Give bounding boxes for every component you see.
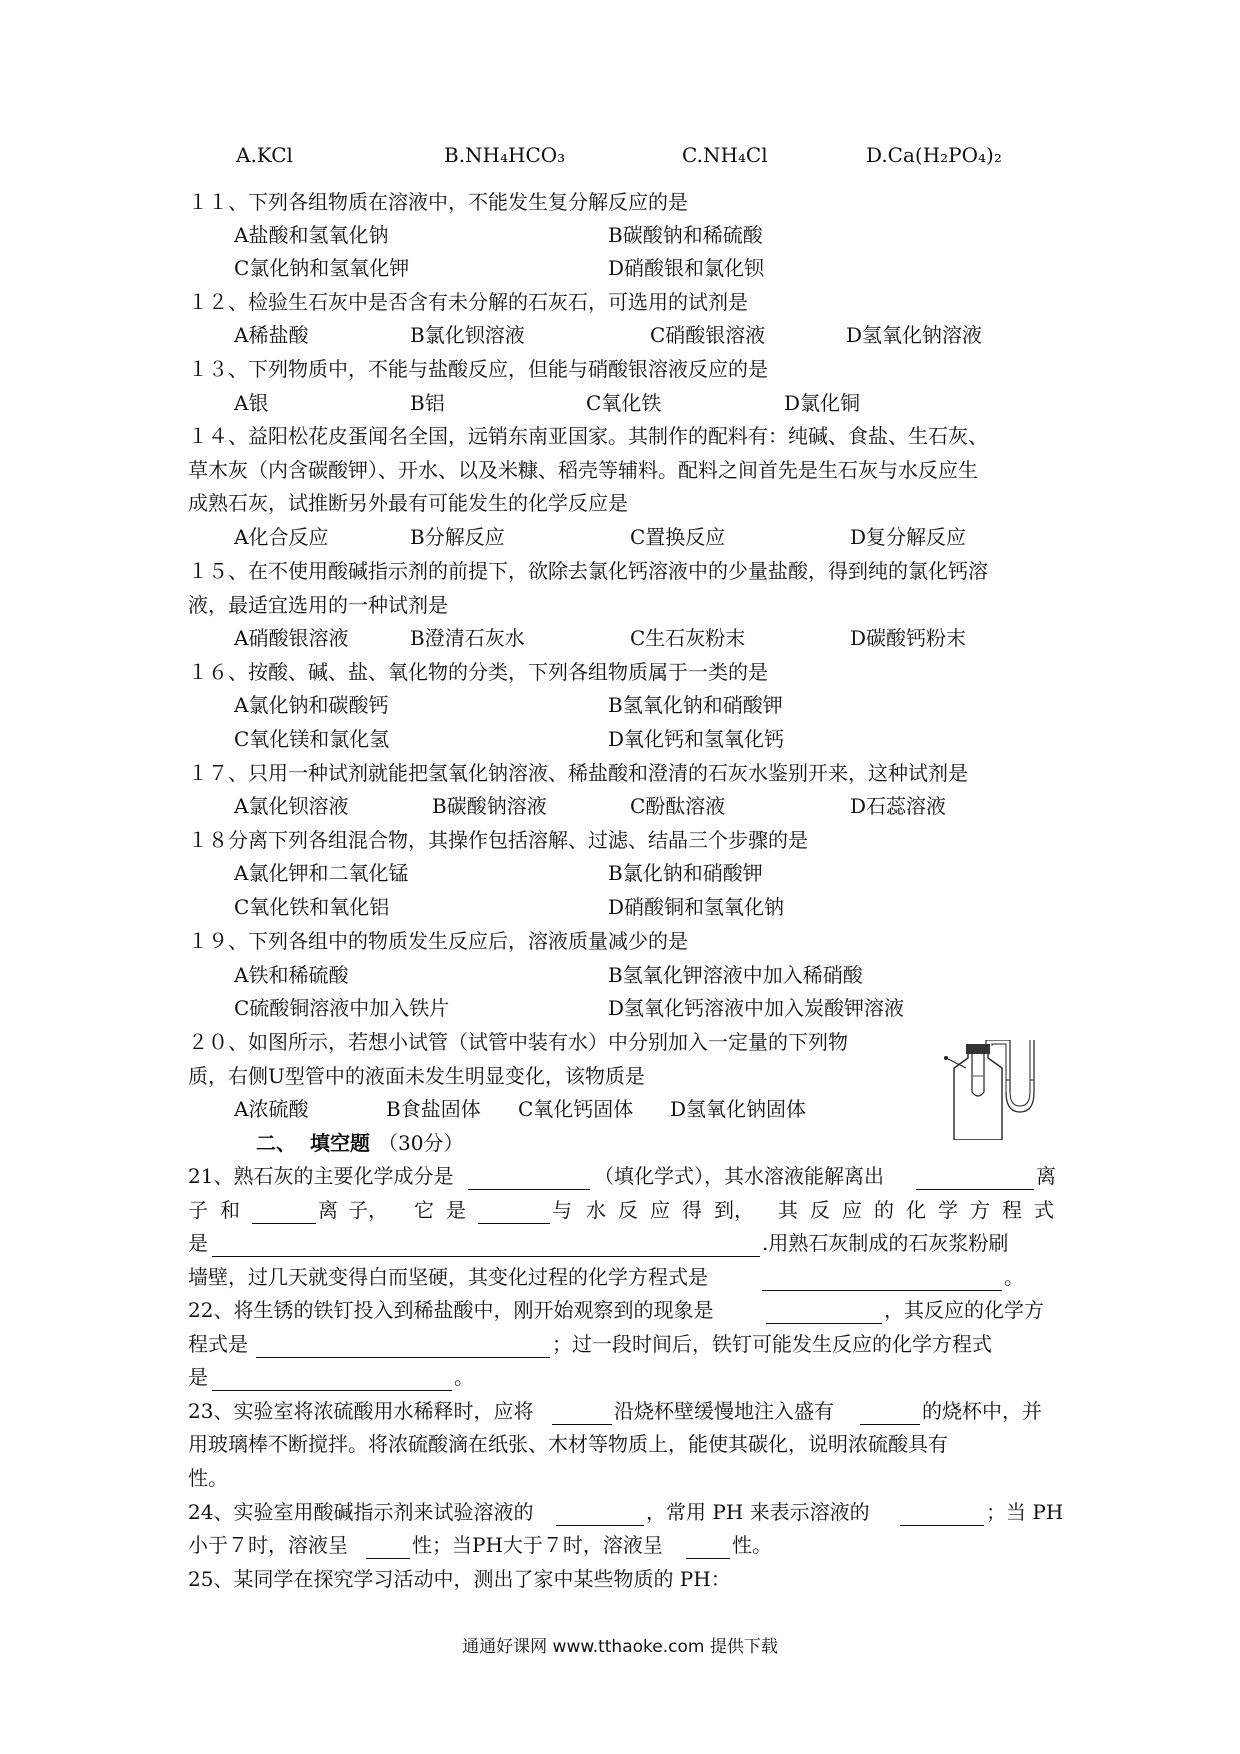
q21-blank-reactant[interactable] (478, 1193, 550, 1224)
q17-option-a: A氯化钡溶液 (234, 794, 349, 818)
q22-blank-equation2[interactable] (212, 1360, 452, 1391)
section2-heading (0, 1126, 1240, 1160)
q20-stem-line1: ２０、如图所示，若想小试管（试管中装有水）中分别加入一定量的下列物 (188, 1030, 848, 1054)
q11-stem: １１、下列各组物质在溶液中，不能发生复分解反应的是 (188, 190, 688, 214)
q10-option-d: D.Ca(H₂PO₄)₂ (866, 143, 1002, 167)
q18-option-c: C氧化铁和氧化铝 (234, 895, 390, 919)
q20-option-a: A浓硫酸 (234, 1097, 309, 1121)
q25-stem: 25、某同学在探究学习活动中，测出了家中某些物质的 PH： (188, 1567, 731, 1591)
q17-option-b: B碳酸钠溶液 (432, 794, 547, 818)
q17-options (0, 789, 1240, 823)
q12-option-c: C硝酸银溶液 (650, 323, 766, 347)
q12-option-d: D氢氧化钠溶液 (846, 323, 983, 347)
q18-options-row1 (0, 856, 1240, 890)
q21-blank-ion2[interactable] (252, 1193, 316, 1224)
q22-line1: 22、将生锈的铁钉投入到稀盐酸中，刚开始观察到的现象是 ，其反应的化学方 (0, 1293, 1240, 1327)
q22-line2: 程式是 ；过一段时间后，铁钉可能发生反应的化学方程式 (0, 1327, 1240, 1361)
q22-blank-equation1[interactable] (256, 1327, 550, 1358)
q16-options-row2 (0, 722, 1240, 756)
q18-option-d: D硝酸铜和氢氧化钠 (608, 895, 785, 919)
q14-option-a: A化合反应 (234, 525, 329, 549)
q24-blank-acidic[interactable] (366, 1528, 410, 1559)
q13-option-c: C氧化铁 (586, 391, 662, 415)
q12-stem: １２、检验生石灰中是否含有未分解的石灰石，可选用的试剂是 (188, 290, 748, 314)
q11-option-b: B碳酸钠和稀硫酸 (608, 223, 763, 247)
q23-line2: 用玻璃棒不断搅拌。将浓硫酸滴在纸张、木材等物质上，能使其碳化，说明浓硫酸具有 (188, 1432, 948, 1456)
q21-line3: 是 .用熟石灰制成的石灰浆粉刷 (0, 1226, 1240, 1260)
q17-option-c: C酚酞溶液 (630, 794, 726, 818)
q20-stem-line2: 质，右侧U型管中的液面未发生明显变化，该物质是 (188, 1064, 645, 1088)
q20-apparatus-figure (940, 1040, 1060, 1140)
q18-options-row2 (0, 890, 1240, 924)
q11-option-a: A盐酸和氢氧化钠 (234, 223, 389, 247)
q15-option-d: D碳酸钙粉末 (850, 626, 967, 650)
q18-option-b: B氯化钠和硝酸钾 (608, 861, 763, 885)
q16-option-d: D氧化钙和氢氧化钙 (608, 727, 785, 751)
q21-line4: 墙壁，过几天就变得白而坚硬，其变化过程的化学方程式是 。 (0, 1260, 1240, 1294)
q20-option-b: B食盐固体 (386, 1097, 481, 1121)
q23-line3: 性。 (188, 1466, 228, 1490)
q21-line1: 21、熟石灰的主要化学成分是 （填化学式），其水溶液能解离出 离 (0, 1159, 1240, 1193)
q17-stem: １７、只用一种试剂就能把氢氧化钠溶液、稀盐酸和澄清的石灰水鉴别开来，这种试剂是 (188, 761, 968, 785)
q14-option-c: C置换反应 (630, 525, 726, 549)
q20-option-d: D氢氧化钠固体 (670, 1097, 807, 1121)
q19-stem: １９、下列各组中的物质发生反应后，溶液质量减少的是 (188, 929, 688, 953)
q24-blank-property1[interactable] (556, 1495, 644, 1526)
q19-option-d: D氢氧化钙溶液中加入炭酸钾溶液 (608, 996, 905, 1020)
q13-options (0, 386, 1240, 420)
q14-options (0, 520, 1240, 554)
q13-option-b: B铝 (410, 391, 445, 415)
q11-options-row1 (0, 218, 1240, 252)
section2-title: 填空题 (310, 1131, 370, 1155)
q14-stem-line3: 成熟石灰，试推断另外最有可能发生的化学反应是 (188, 491, 628, 515)
q13-option-d: D氯化铜 (784, 391, 861, 415)
q12-options (0, 318, 1240, 352)
q11-option-d: D硝酸银和氯化钡 (608, 256, 765, 280)
q21-blank-equation1[interactable] (212, 1226, 760, 1257)
q16-option-a: A氯化钠和碳酸钙 (234, 693, 389, 717)
q14-stem-line2: 草木灰（内含碳酸钾）、开水、以及米糠、稻壳等辅料。配料之间首先是生石灰与水反应生 (188, 458, 978, 482)
q14-option-b: B分解反应 (410, 525, 505, 549)
q16-stem: １６、按酸、碱、盐、氧化物的分类，下列各组物质属于一类的是 (188, 660, 768, 684)
q19-options-row1 (0, 958, 1240, 992)
section2-score: （30分） (378, 1131, 464, 1155)
section2-number: 二、 (256, 1131, 296, 1155)
q10-option-c: C.NH₄Cl (682, 143, 768, 167)
q24-blank-basic[interactable] (686, 1528, 730, 1559)
q19-option-c: C硫酸铜溶液中加入铁片 (234, 996, 450, 1020)
q15-option-c: C生石灰粉末 (630, 626, 746, 650)
q24-line2: 小于７时，溶液呈 性；当PH大于７时，溶液呈 性。 (0, 1528, 1240, 1562)
q16-options-row1 (0, 688, 1240, 722)
q16-option-b: B氢氧化钠和硝酸钾 (608, 693, 783, 717)
page-footer: 通通好课网 www.tthaoke.com 提供下载 (462, 1637, 778, 1657)
q23-blank-liquid1[interactable] (552, 1394, 612, 1425)
q20-option-c: C氧化钙固体 (518, 1097, 634, 1121)
q16-option-c: C氧化镁和氯化氢 (234, 727, 390, 751)
q22-line3: 是 。 (0, 1360, 1240, 1394)
q13-option-a: A银 (234, 391, 269, 415)
q10-option-a: A.KCl (236, 143, 293, 167)
q11-option-c: C氯化钠和氢氧化钾 (234, 256, 410, 280)
q18-stem: １８分离下列各组混合物，其操作包括溶解、过滤、结晶三个步骤的是 (188, 828, 808, 852)
q21-blank-ion1[interactable] (916, 1159, 1034, 1190)
q19-options-row2 (0, 991, 1240, 1025)
q15-option-a: A硝酸银溶液 (234, 626, 349, 650)
q21-line2: 子 和 离 子， 它 是 与 水 反 应 得 到， 其 反 应 的 化 学 方 程 式 (0, 1193, 1240, 1227)
q15-stem-line2: 液，最适宜选用的一种试剂是 (188, 593, 448, 617)
q15-options (0, 621, 1240, 655)
q12-option-b: B氯化钡溶液 (410, 323, 525, 347)
q21-blank-formula[interactable] (468, 1159, 590, 1190)
q14-stem-line1: １４、益阳松花皮蛋闻名全国，远销东南亚国家。其制作的配料有：纯碱、食盐、生石灰、 (188, 424, 988, 448)
q24-line1: 24、实验室用酸碱指示剂来试验溶液的 ，常用 PH 来表示溶液的 ；当 PH (0, 1495, 1240, 1529)
q18-option-a: A氯化钾和二氧化锰 (234, 861, 409, 885)
q24-blank-property2[interactable] (900, 1495, 984, 1526)
q15-option-b: B澄清石灰水 (410, 626, 525, 650)
q12-option-a: A稀盐酸 (234, 323, 309, 347)
q15-stem-line1: １５、在不使用酸碱指示剂的前提下，欲除去氯化钙溶液中的少量盐酸，得到纯的氯化钙溶 (188, 559, 988, 583)
q10-option-b: B.NH₄HCO₃ (444, 143, 566, 167)
q10-options (0, 138, 1240, 172)
q21-blank-equation2[interactable] (762, 1260, 1002, 1291)
q19-option-a: A铁和稀硫酸 (234, 963, 349, 987)
q19-option-b: B氢氧化钾溶液中加入稀硝酸 (608, 963, 863, 987)
q11-options-row2 (0, 251, 1240, 285)
q13-stem: １３、下列物质中，不能与盐酸反应，但能与硝酸银溶液反应的是 (188, 357, 768, 381)
q23-blank-liquid2[interactable] (860, 1394, 920, 1425)
q22-blank-phenomenon[interactable] (766, 1293, 882, 1324)
q14-option-d: D复分解反应 (850, 525, 967, 549)
q17-option-d: D石蕊溶液 (850, 794, 947, 818)
q23-line1: 23、实验室将浓硫酸用水稀释时，应将 沿烧杯壁缓慢地注入盛有 的烧杯中，并 (0, 1394, 1240, 1428)
